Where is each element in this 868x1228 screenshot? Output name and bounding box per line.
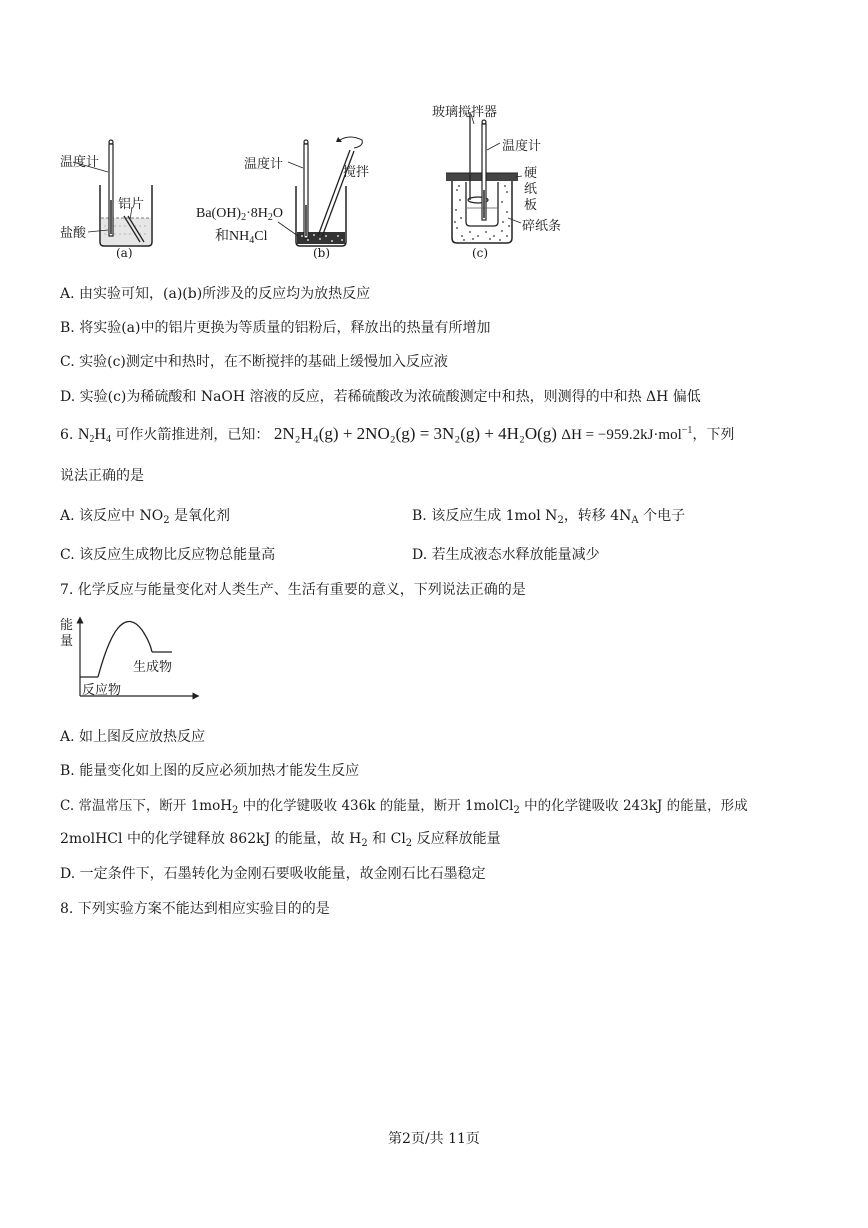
n2h4-formula: $N_2H_4$ bbox=[77, 426, 111, 445]
reactant-label: 反应物 bbox=[82, 683, 122, 698]
q7-option-c-line2: 2molHCl 中的化学键释放 862kJ 的能量，故 $H_2$ 和 $Cl_2$ 反应释放能量 bbox=[60, 831, 501, 849]
q7-option-c-line1: C. 常温常压下，断开 1moH$_2$ 中的化学键吸收 436k 的能量，断开 1molCl$_2$ 中的化学键吸收 243kJ 的能量，形成 bbox=[60, 798, 748, 816]
q6-option-a: A. 该反应中 $NO_2$ 是氧化剂 bbox=[60, 508, 231, 526]
product-label: 生成物 bbox=[133, 660, 173, 675]
thermometer-label: 温度计 bbox=[502, 139, 542, 154]
q5-option-a: A. 由实验可知，(a)(b)所涉及的反应均为放热反应 bbox=[60, 286, 371, 302]
page-footer: 第2页/共 11页 bbox=[388, 1131, 480, 1147]
thermometer-label: 温度计 bbox=[60, 155, 100, 170]
paper-strips-label: 碎纸条 bbox=[522, 219, 562, 234]
q7-option-a: A. 如上图反应放热反应 bbox=[60, 729, 206, 745]
board-label-2: 纸 bbox=[524, 182, 538, 197]
stir-label: 搅拌 bbox=[343, 165, 370, 180]
figure-c-caption: (c) bbox=[472, 246, 489, 260]
q6-option-c: C. 该反应生成物比反应物总能量高 bbox=[60, 547, 276, 563]
stirrer-label: 玻璃搅拌器 bbox=[432, 105, 498, 120]
reagent-label-2: 和$NH_4Cl$ bbox=[215, 229, 268, 246]
energy-axis-label-1: 能 bbox=[60, 618, 74, 633]
q5-option-c: C. 实验(c)测定中和热时，在不断搅拌的基础上缓慢加入反应液 bbox=[60, 354, 448, 370]
acid-label: 盐酸 bbox=[60, 226, 87, 241]
reaction-equation: 2N₂H₄(g) + 2NO₂(g) = 3N₂(g) + 4H₂O(g) bbox=[273, 424, 557, 443]
board-label-3: 板 bbox=[524, 198, 538, 213]
figure-a-caption: (a) bbox=[116, 246, 133, 260]
aluminum-label: 铝片 bbox=[118, 197, 145, 212]
q6-stem: 6. $N_2H_4$ 可作火箭推进剂，已知： 2N₂H₄(g) + 2NO₂(g) = 3N₂(g) + 4H₂O(g) ΔH = −959.2kJ·mol$^{-1}$，下列 bbox=[60, 424, 735, 445]
q7-option-b: B. 能量变化如上图的反应必须加热才能发生反应 bbox=[60, 763, 360, 779]
q5-option-d: D. 实验(c)为稀硫酸和 NaOH 溶液的反应，若稀硫酸改为浓硫酸测定中和热，则测得的中和热 ΔH 偏低 bbox=[60, 389, 701, 405]
figure-b-caption: (b) bbox=[313, 246, 331, 260]
q7-option-d: D. 一定条件下，石墨转化为金刚石要吸收能量，故金刚石比石墨稳定 bbox=[60, 866, 486, 882]
q6-stem-line2: 说法正确的是 bbox=[60, 468, 144, 484]
q7-stem: 7. 化学反应与能量变化对人类生产、生活有重要的意义，下列说法正确的是 bbox=[60, 582, 526, 598]
board-label-1: 硬 bbox=[524, 166, 538, 181]
q6-option-d: D. 若生成液态水释放能量减少 bbox=[412, 547, 600, 563]
q6-option-b: B. 该反应生成 1mol $N_2$，转移 $4N_A$ 个电子 bbox=[412, 508, 686, 526]
energy-axis-label-2: 量 bbox=[60, 634, 74, 649]
reagent-label-1: $Ba(OH)_2\cdot 8H_2O$ bbox=[196, 206, 284, 223]
thermometer-label: 温度计 bbox=[244, 157, 284, 172]
q8-stem: 8. 下列实验方案不能达到相应实验目的的是 bbox=[60, 901, 330, 917]
q5-option-b: B. 将实验(a)中的铝片更换为等质量的铝粉后，释放出的热量有所增加 bbox=[60, 320, 491, 336]
enthalpy: ΔH = −959.2kJ·mol$^{-1}$ bbox=[561, 425, 693, 443]
